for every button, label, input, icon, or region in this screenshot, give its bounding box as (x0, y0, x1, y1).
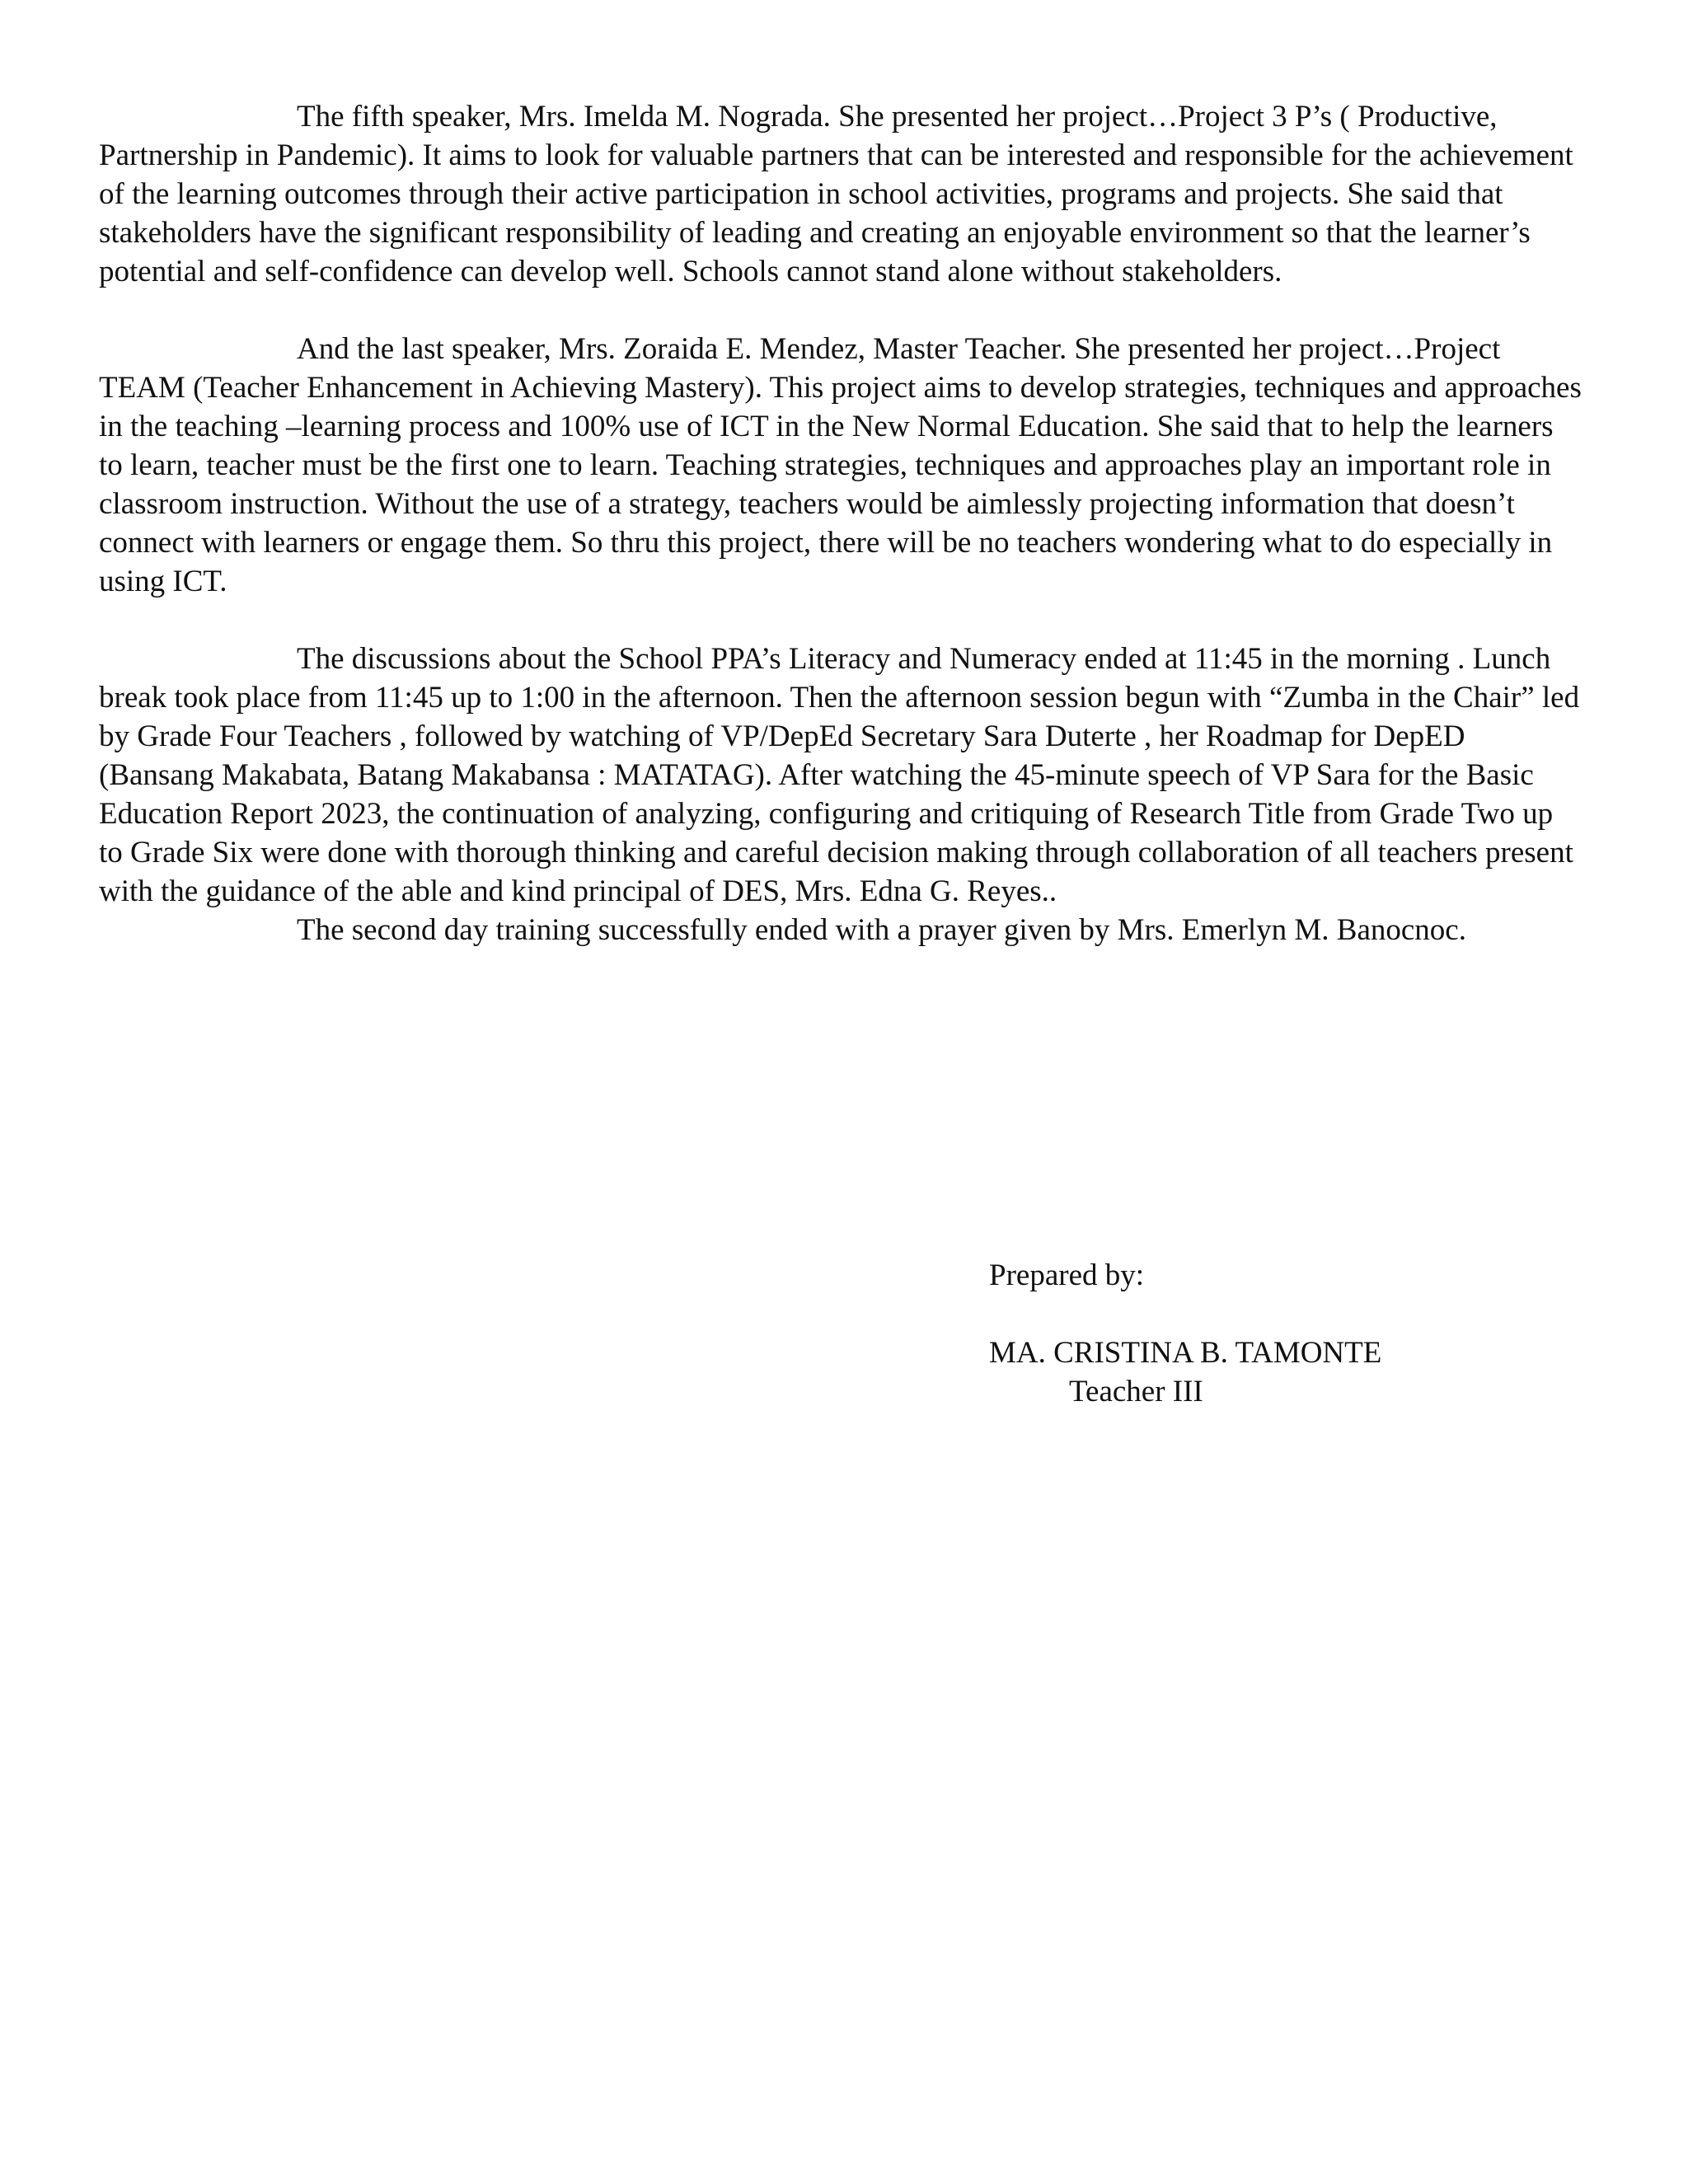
paragraph-last-speaker: And the last speaker, Mrs. Zoraida E. Mendez, Master Teacher. She presented her project…Project TEAM (Teacher Enhancement in Achieving Mastery). This project aims to develop strategies, techniques and approaches in the teaching –learning process and 100% use of ICT in the New Normal Education. She said that to help the learners to learn, teacher must be the first one to learn. Teaching strategies, techniques and approaches play an important role in classroom instruction. Without the use of a strategy, teachers would be aimlessly projecting information that doesn’t connect with learners or engage them. So thru this project, there will be no teachers wondering what to do especially in using ICT. (99, 332, 1582, 598)
preparer-title: Teacher III (1069, 1375, 1203, 1408)
signature-block (989, 1256, 1566, 1411)
preparer-name: MA. CRISTINA B. TAMONTE (989, 1336, 1382, 1370)
paragraph-afternoon-session: The discussions about the School PPA’s Literacy and Numeracy ended at 11:45 in the morning . Lunch break took place from 11:45 up to 1:00 in the afternoon. Then the afternoon session begun with “Zumba in the Chair” led by Grade Four Teachers , followed by watching of VP/DepEd Secretary Sara Duterte , her Roadmap for DepED (Bansang Makabata, Batang Makabansa : MATATAG). After watching the 45-minute speech of VP Sara for the Basic Education Report 2023, the continuation of analyzing, configuring and critiquing of Research Title from Grade Two up to Grade Six were done with thorough thinking and careful decision making through collaboration of all teachers present with the guidance of the able and kind principal of DES, Mrs. Edna G. Reyes.. (99, 642, 1580, 908)
prepared-by-label: Prepared by: (989, 1258, 1145, 1292)
paragraph-fifth-speaker: The fifth speaker, Mrs. Imelda M. Nograda. She presented her project…Project 3 P’s ( Productive, Partnership in Pandemic). It aims to look for valuable partners that can be interested and responsible for the achievement of the learning outcomes through their active participation in school activities, programs and projects. She said that stakeholders have the significant responsibility of leading and creating an enjoyable environment so that the learner’s potential and self-confidence can develop well. Schools cannot stand alone without stakeholders. (99, 100, 1573, 288)
paragraph-closing: The second day training successfully ended with a prayer given by Mrs. Emerlyn M. Banocnoc. (297, 913, 1466, 947)
report-body (99, 97, 1582, 949)
